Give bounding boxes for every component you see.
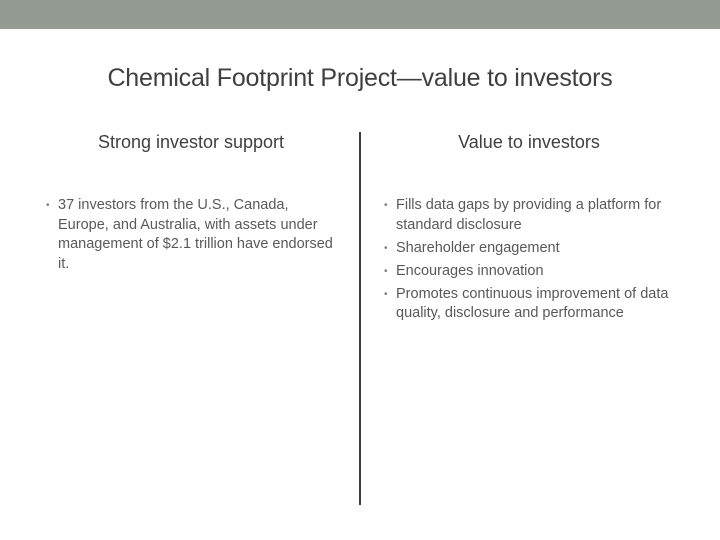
list-item — [46, 196, 338, 274]
list-item — [384, 196, 670, 235]
right-column-heading: Value to investors — [458, 132, 600, 152]
slide-title: Chemical Footprint Project—value to investors — [107, 64, 613, 92]
bullet-icon: • — [46, 200, 50, 211]
bullet-text: 37 investors from the U.S., Canada, Europe, and Australia, with assets under management of $2.1 trillion have endorsed it. — [58, 197, 333, 272]
bullet-icon: • — [384, 288, 388, 300]
column-divider — [359, 132, 361, 505]
list-item — [384, 262, 670, 282]
left-bullet-list — [46, 196, 338, 278]
bullet-icon: • — [384, 200, 388, 211]
bullet-text: Fills data gaps by providing a platform for standard disclosure — [396, 197, 662, 233]
list-item — [384, 285, 670, 324]
top-accent-bar — [0, 0, 720, 29]
bullet-icon: • — [384, 265, 388, 277]
bullet-icon: • — [384, 242, 388, 254]
bullet-text: Shareholder engagement — [396, 239, 560, 256]
right-bullet-list — [384, 196, 670, 327]
bullet-text: Encourages innovation — [396, 262, 544, 279]
bullet-text: Promotes continuous improvement of data quality, disclosure and performance — [396, 285, 669, 321]
left-column-heading: Strong investor support — [97, 132, 285, 152]
list-item — [384, 239, 670, 259]
